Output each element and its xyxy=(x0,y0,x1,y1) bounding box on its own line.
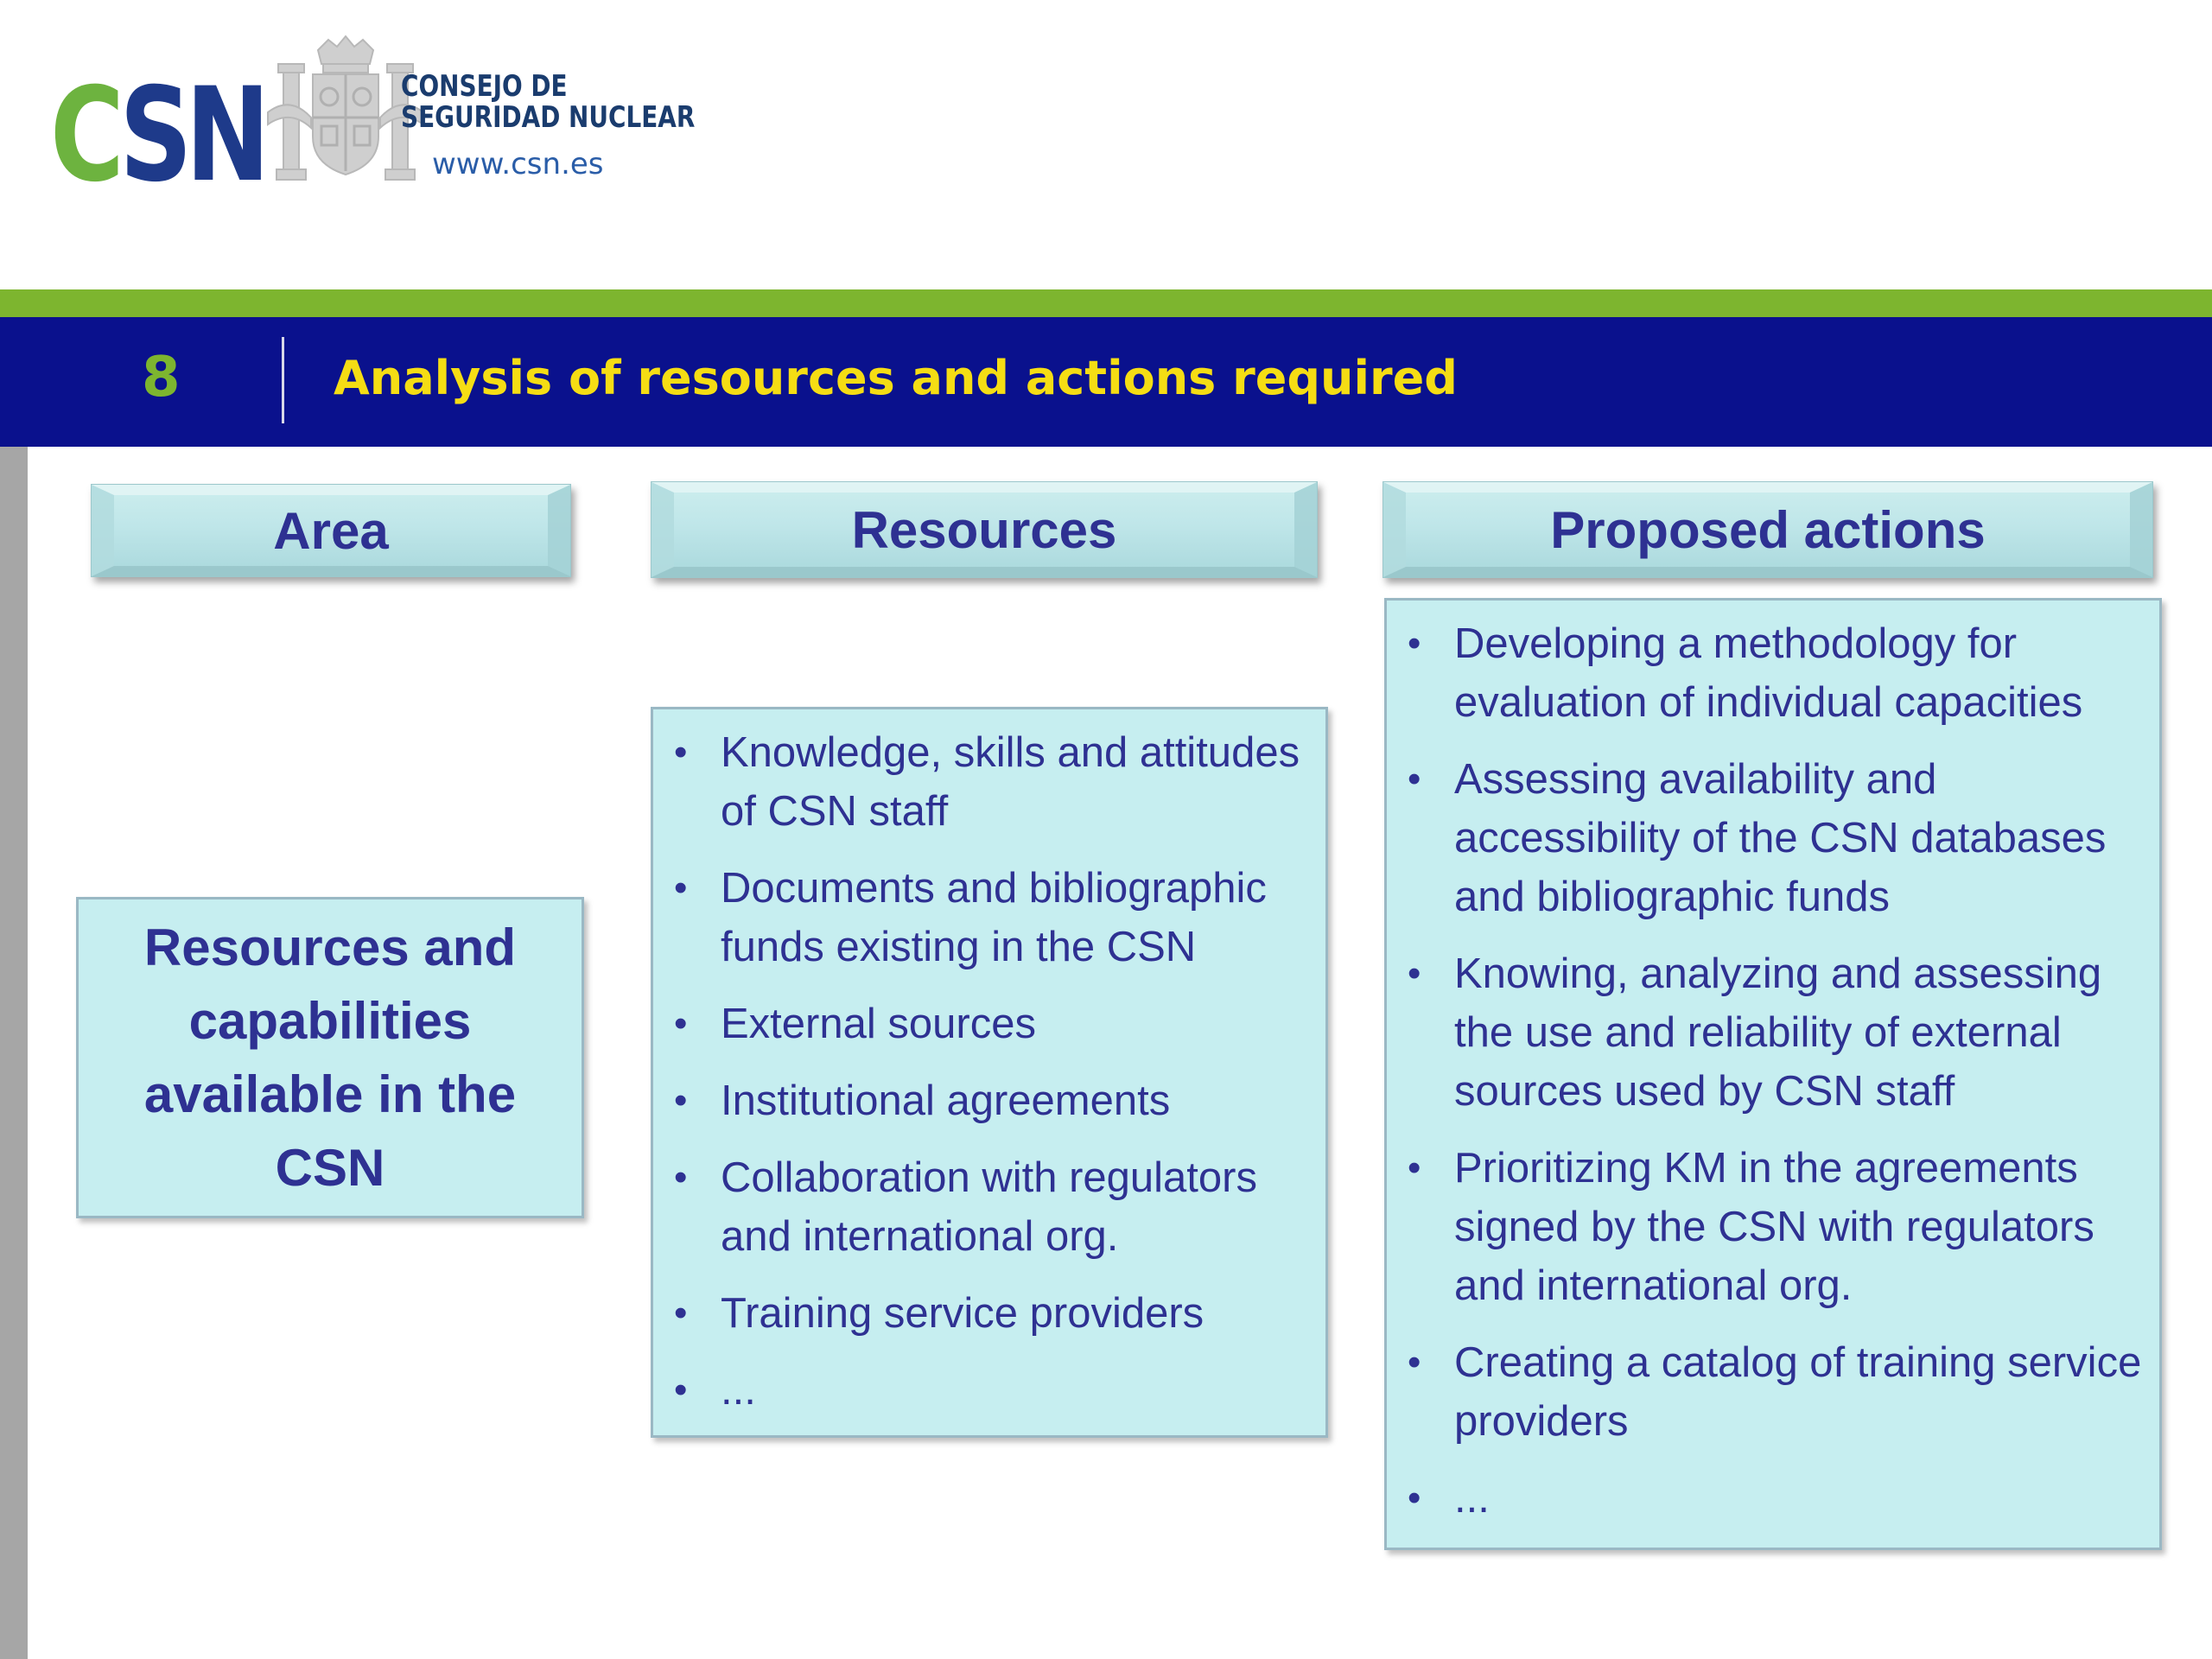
logo-letter-c: C xyxy=(50,60,120,211)
logo-org-line1: CONSEJO DE xyxy=(401,69,568,104)
resources-box xyxy=(651,707,1328,1438)
logo-url: www.csn.es xyxy=(432,147,604,181)
list-item: • Documents and bibliographic funds existing in the CSN xyxy=(653,859,1325,976)
list-item: • Collaboration with regulators and international org. xyxy=(653,1148,1325,1266)
list-item: • ... xyxy=(1387,1469,2159,1528)
logo-organization-name xyxy=(401,71,695,133)
list-item: • ... xyxy=(653,1361,1325,1420)
logo-wordmark xyxy=(50,60,264,211)
area-text: Resources and capabilities available in the CSN xyxy=(143,918,517,1197)
list-item: • Assessing availability and accessibility of the CSN databases and bibliographic funds xyxy=(1387,750,2159,926)
resources-header-label: Resources xyxy=(851,500,1117,559)
slide-title: Analysis of resources and actions required xyxy=(334,351,1458,405)
list-item: • Developing a methodology for evaluation of individual capacities xyxy=(1387,614,2159,732)
logo-org-line2: SEGURIDAD NUCLEAR xyxy=(401,100,696,135)
area-header-label: Area xyxy=(273,501,389,560)
actions-list xyxy=(1387,614,2159,1528)
list-item: • External sources xyxy=(653,995,1325,1053)
csn-logo xyxy=(50,35,696,211)
area-box xyxy=(76,897,584,1218)
list-item: • Training service providers xyxy=(653,1284,1325,1343)
logo-letters-sn: SN xyxy=(119,60,264,211)
green-accent-bar xyxy=(0,289,2212,317)
list-item: • Prioritizing KM in the agreements signed by the CSN with regulators and international org. xyxy=(1387,1139,2159,1315)
section-number: 8 xyxy=(142,346,181,410)
area-column-header xyxy=(91,484,571,577)
list-item: • Creating a catalog of training service providers xyxy=(1387,1333,2159,1451)
actions-column-header xyxy=(1382,481,2153,578)
list-item: • Knowledge, skills and attitudes of CSN staff xyxy=(653,723,1325,841)
header-divider xyxy=(282,337,284,423)
left-side-stripe xyxy=(0,447,28,1659)
actions-box xyxy=(1384,598,2162,1550)
resources-list xyxy=(653,723,1325,1420)
list-item: • Knowing, analyzing and assessing the use and reliability of external sources used by CSN staff xyxy=(1387,944,2159,1121)
actions-header-label: Proposed actions xyxy=(1550,500,1986,559)
resources-column-header xyxy=(651,481,1318,578)
list-item: • Institutional agreements xyxy=(653,1071,1325,1130)
